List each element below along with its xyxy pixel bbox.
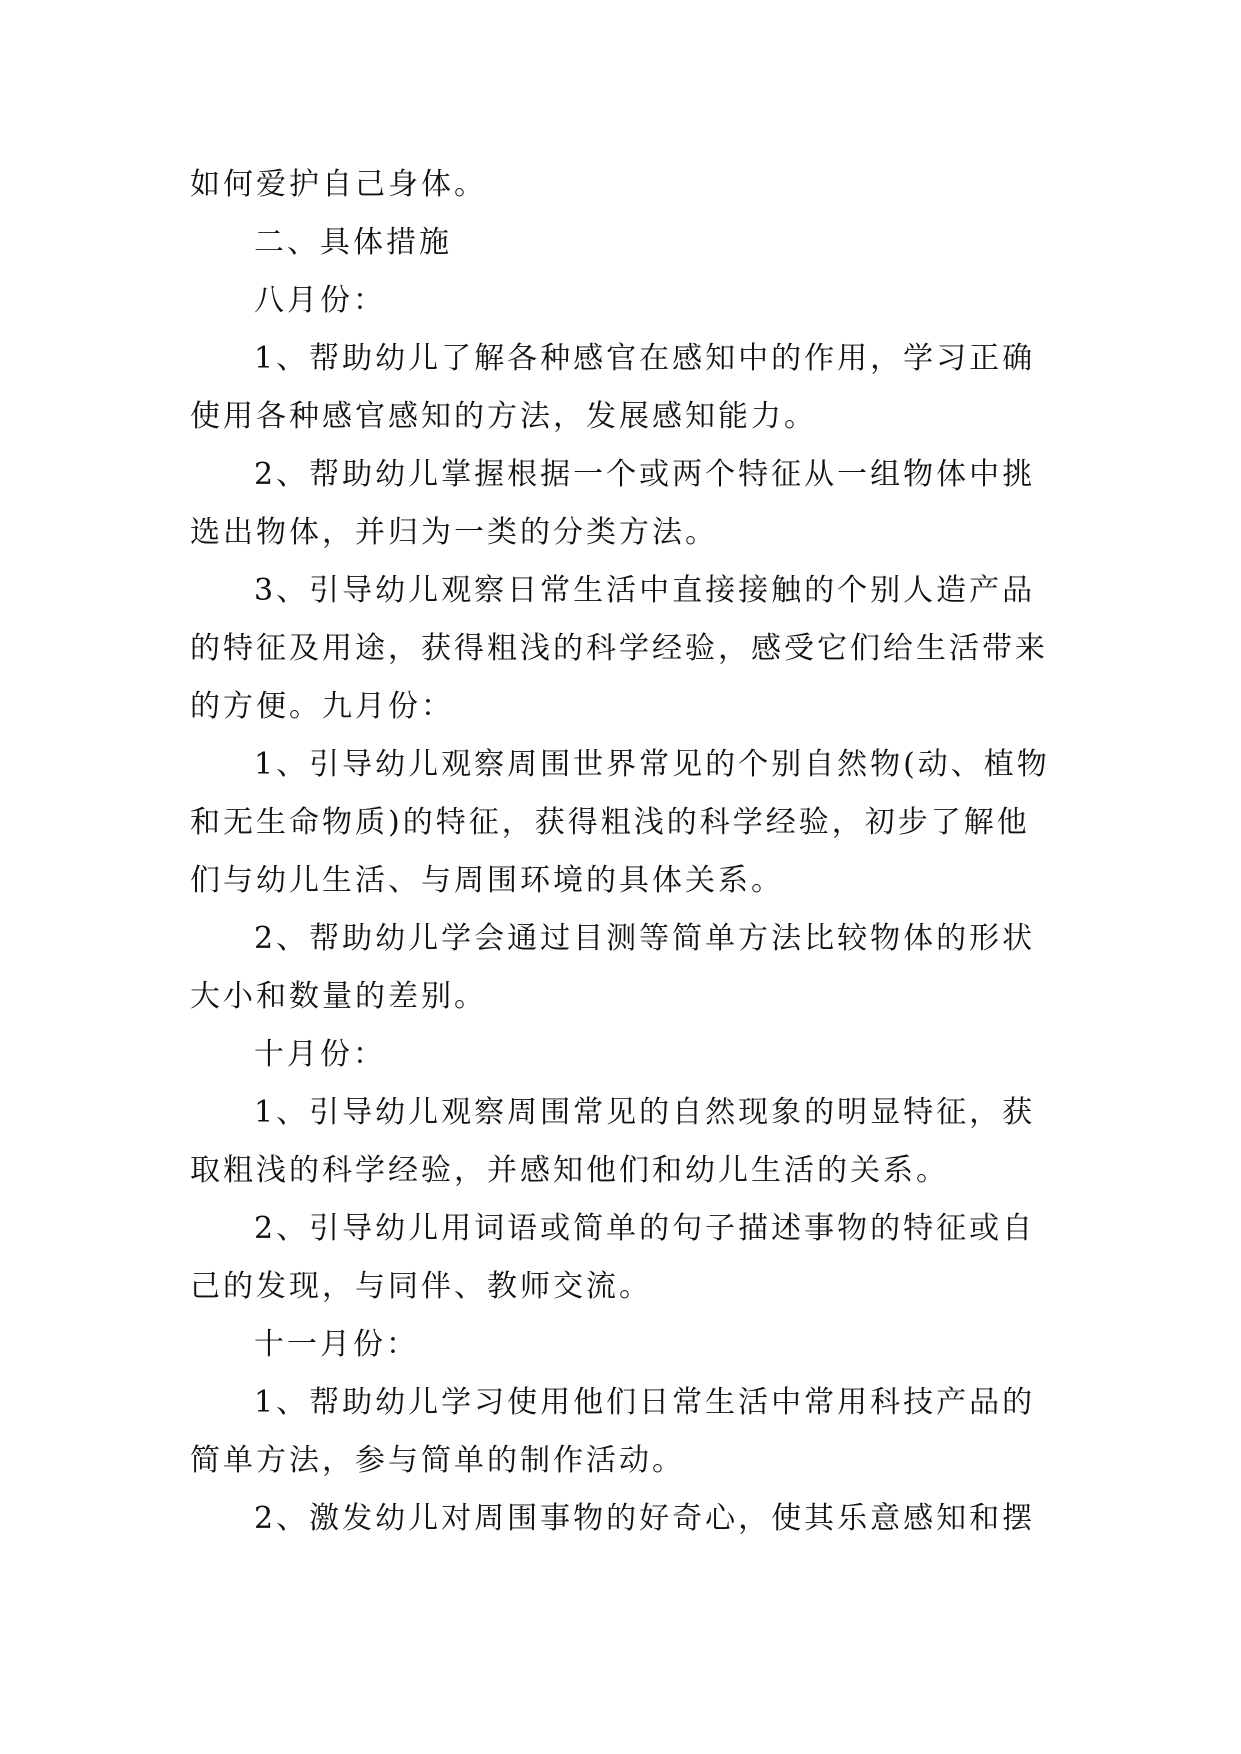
list-item: 1、引导幼儿观察周围世界常见的个别自然物(动、植物 [254,747,1050,782]
text-line: 的特征及用途，获得粗浅的科学经验，感受它们给生活带来 [190,631,1048,666]
list-item: 1、帮助幼儿了解各种感官在感知中的作用，学习正确 [254,341,1036,376]
text-line: 简单方法，参与简单的制作活动。 [190,1443,685,1478]
section-heading: 二、具体措施 [254,225,452,260]
text-line: 取粗浅的科学经验，并感知他们和幼儿生活的关系。 [190,1153,949,1188]
list-item: 2、帮助幼儿学会通过目测等简单方法比较物体的形状 [254,921,1036,956]
month-heading: 十一月份： [254,1327,419,1362]
month-heading: 十月份： [254,1037,386,1072]
list-item: 1、引导幼儿观察周围常见的自然现象的明显特征，获 [254,1095,1036,1130]
text-line: 选出物体，并归为一类的分类方法。 [190,515,718,550]
list-item: 2、引导幼儿用词语或简单的句子描述事物的特征或自 [254,1211,1036,1246]
text-line: 的方便。九月份： [190,689,454,724]
month-heading: 八月份： [254,283,386,318]
text-line: 和无生命物质)的特征，获得粗浅的科学经验，初步了解他 [190,805,1030,840]
list-item: 2、激发幼儿对周围事物的好奇心，使其乐意感知和摆 [254,1501,1036,1536]
document-body [190,156,1050,1548]
text-line: 己的发现，与同伴、教师交流。 [190,1269,652,1304]
list-item: 3、引导幼儿观察日常生活中直接接触的个别人造产品 [254,573,1036,608]
text-line: 大小和数量的差别。 [190,979,487,1014]
text-line: 如何爱护自己身体。 [190,167,487,202]
text-line: 使用各种感官感知的方法，发展感知能力。 [190,399,817,434]
list-item: 1、帮助幼儿学习使用他们日常生活中常用科技产品的 [254,1385,1036,1420]
text-line: 们与幼儿生活、与周围环境的具体关系。 [190,863,784,898]
list-item: 2、帮助幼儿掌握根据一个或两个特征从一组物体中挑 [254,457,1036,492]
